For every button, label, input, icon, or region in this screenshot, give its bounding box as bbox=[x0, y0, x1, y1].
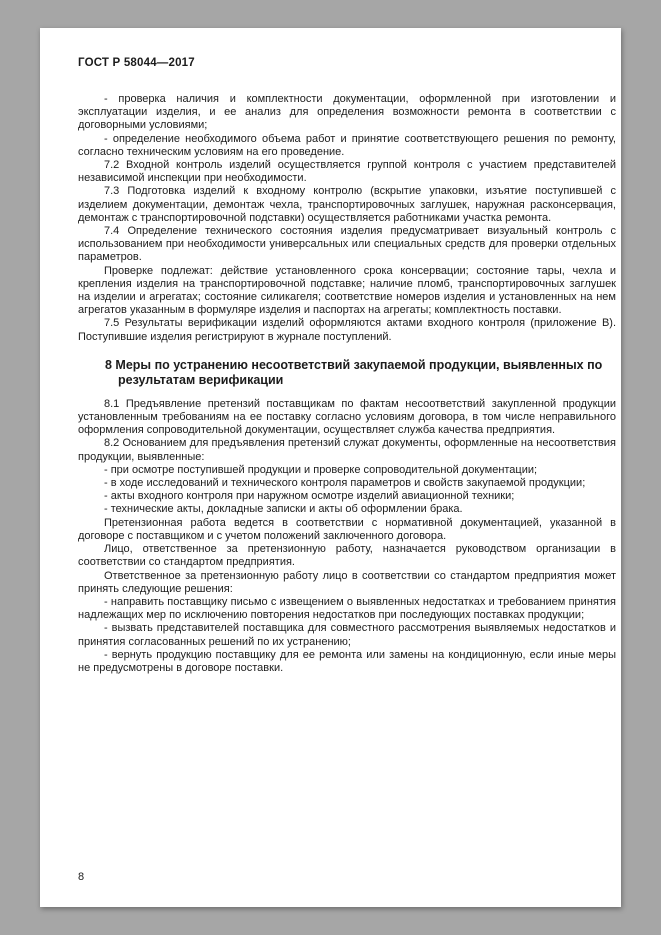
paragraph: Ответственное за претензионную работу лицо в соответствии со стандартом предприятия может принять следующие решения: bbox=[78, 569, 616, 595]
paragraph: 7.4 Определение технического состояния изделия предусматривает визуальный контроль с использованием при необходимости универсальных или специальных средств для проверки отдельных параметров. bbox=[78, 225, 616, 264]
list-item: - акты входного контроля при наружном осмотре изделий авиационной техники; bbox=[104, 490, 515, 503]
page-number: 8 bbox=[78, 871, 85, 883]
list-item: - проверка наличия и комплектности документации, оформленной при изготовлении и эксплуатации изделия, и ее анализ для определения возможности ремонта в соответствии с договорными условиями; bbox=[78, 93, 616, 132]
list-item: - вызвать представителей поставщика для совместного рассмотрения выявляемых недостатков и принятия согласованных решений по их устранению; bbox=[78, 622, 616, 648]
paragraph: Лицо, ответственное за претензионную работу, назначается руководством организации в соответствии со стандартом предприятия. bbox=[78, 543, 616, 569]
list-item: - вернуть продукцию поставщику для ее ремонта или замены на кондиционную, если иные меры не предусмотрены в договоре поставки. bbox=[78, 648, 616, 674]
paragraph: 7.2 Входной контроль изделий осуществляется группой контроля с участием представителей независимой инспекции при необходимости. bbox=[78, 159, 616, 185]
paragraph: 7.3 Подготовка изделий к входному контролю (вскрытие упаковки, изъятие поступившей с изделием документации, демонтаж чехла, транспортировочных заглушек, наружная расконсервация, демонтаж с транспортировочной подставки) осуществляется работниками участка ремонта. bbox=[78, 185, 616, 224]
document-header: ГОСТ Р 58044—2017 bbox=[78, 57, 195, 69]
list-item: - определение необходимого объема работ и принятие соответствующего решения по ремонту, согласно техническим условиям на его проведение. bbox=[78, 132, 616, 158]
paragraph: Проверке подлежат: действие установленного срока консервации; состояние тары, чехла и крепления изделия на транспортировочной подставке; наличие пломб, транспортировочных заглушек на изделии и агрегатах; состояние силикагеля; соответствие номеров изделия и установленных на нем агрегатов указанным в формуляре изделия и паспортах на агрегаты; комплектность поставки. bbox=[78, 264, 616, 317]
paragraph: 8.2 Основанием для предъявления претензий служат документы, оформленные на несоответствия продукции, выявленные: bbox=[78, 437, 616, 463]
paragraph: Претензионная работа ведется в соответствии с нормативной документацией, указанной в договоре с поставщиком и с учетом положений заключенного договора. bbox=[78, 516, 616, 542]
list-item: - направить поставщику письмо с извещением о выявленных недостатках и требованием принятия надлежащих мер по исключению повторения недостатков при последующих поставках продукции; bbox=[78, 595, 616, 622]
list-item: - в ходе исследований и технического контроля параметров и свойств закупаемой продукции; bbox=[104, 477, 586, 490]
document-body bbox=[78, 93, 616, 675]
section-heading: 8 Меры по устранению несоответствий закупаемой продукции, выявленных по результатам верификации bbox=[105, 357, 603, 388]
list-item: - при осмотре поступившей продукции и проверке сопроводительной документации; bbox=[104, 463, 538, 476]
document-page bbox=[40, 28, 621, 907]
paragraph: 8.1 Предъявление претензий поставщикам по фактам несоответствий закупленной продукции установленным требованиям на ее поставку согласно условиям договора, в том числе неправильного оформления сопроводительной документации, осуществляет служба качества предприятия. bbox=[78, 397, 616, 437]
paragraph: 7.5 Результаты верификации изделий оформляются актами входного контроля (приложение В). Поступившие изделия регистрируют в журнале поступлений. bbox=[78, 317, 616, 343]
list-item: - технические акты, докладные записки и акты об оформлении брака. bbox=[104, 503, 463, 516]
